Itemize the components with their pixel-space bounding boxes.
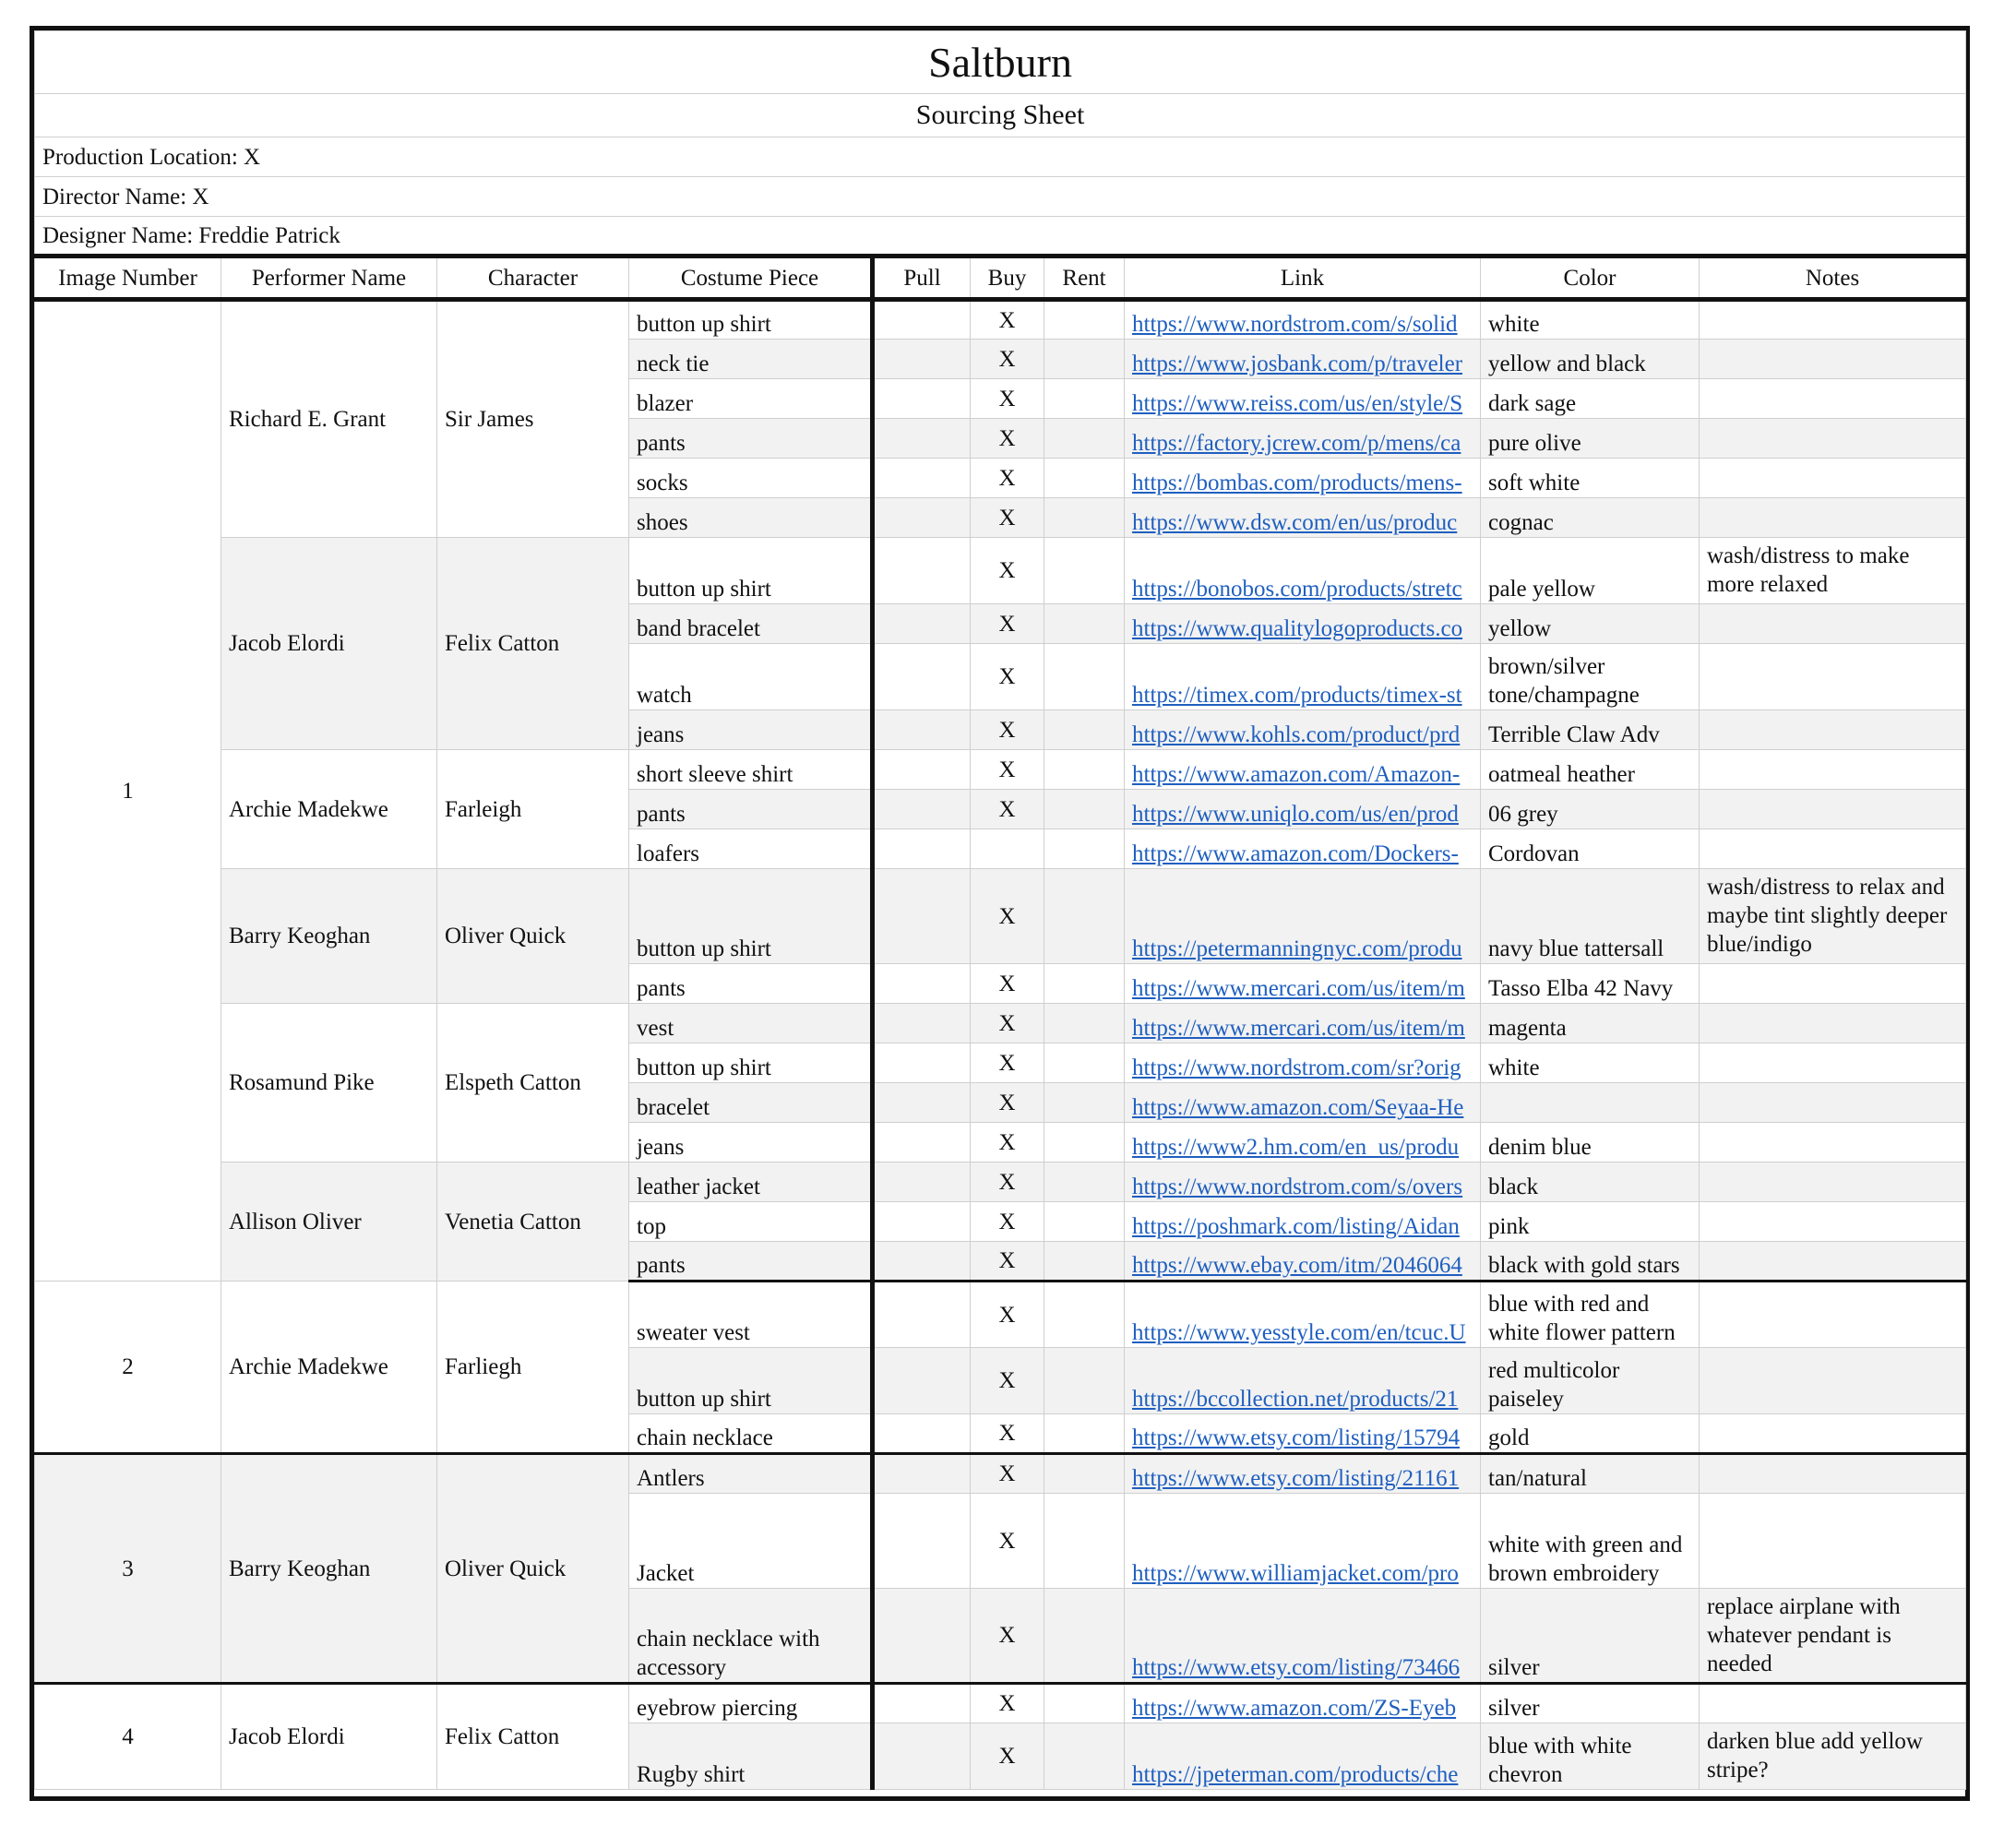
color: denim blue bbox=[1481, 1123, 1700, 1162]
notes bbox=[1700, 750, 1966, 790]
color: yellow and black bbox=[1481, 340, 1700, 379]
color: blue with red and white flower pattern bbox=[1481, 1282, 1700, 1348]
color: silver bbox=[1481, 1684, 1700, 1723]
rent-cell bbox=[1044, 1494, 1125, 1589]
performer-name: Archie Madekwe bbox=[221, 750, 437, 869]
link[interactable]: https://www.etsy.com/listing/21161 bbox=[1125, 1454, 1481, 1494]
color: oatmeal heather bbox=[1481, 750, 1700, 790]
image-number: 1 bbox=[35, 300, 221, 1282]
rent-cell bbox=[1044, 379, 1125, 419]
buy-mark: X bbox=[971, 459, 1044, 498]
pull-cell bbox=[873, 300, 971, 340]
buy-mark: X bbox=[971, 964, 1044, 1004]
costume-piece: chain necklace with accessory bbox=[629, 1589, 873, 1684]
performer-name: Rosamund Pike bbox=[221, 1004, 437, 1162]
buy-mark: X bbox=[971, 710, 1044, 750]
performer-name: Archie Madekwe bbox=[221, 1282, 437, 1454]
notes: replace airplane with whatever pendant is needed bbox=[1700, 1589, 1966, 1684]
costume-piece: vest bbox=[629, 1004, 873, 1043]
pull-cell bbox=[873, 1723, 971, 1790]
character-name: Farleigh bbox=[437, 750, 629, 869]
col-header: Pull bbox=[873, 256, 971, 300]
color bbox=[1481, 1083, 1700, 1123]
rent-cell bbox=[1044, 710, 1125, 750]
costume-piece: jeans bbox=[629, 1123, 873, 1162]
pull-cell bbox=[873, 869, 971, 964]
costume-piece: pants bbox=[629, 1242, 873, 1282]
notes bbox=[1700, 1202, 1966, 1242]
pull-cell bbox=[873, 1414, 971, 1454]
link[interactable]: https://poshmark.com/listing/Aidan bbox=[1125, 1202, 1481, 1242]
col-header: Notes bbox=[1700, 256, 1966, 300]
rent-cell bbox=[1044, 1589, 1125, 1684]
pull-cell bbox=[873, 1083, 971, 1123]
color: Terrible Claw Adv bbox=[1481, 710, 1700, 750]
rent-cell bbox=[1044, 1043, 1125, 1083]
pull-cell bbox=[873, 1043, 971, 1083]
rent-cell bbox=[1044, 964, 1125, 1004]
color: pure olive bbox=[1481, 419, 1700, 459]
buy-mark: X bbox=[971, 419, 1044, 459]
performer-name: Jacob Elordi bbox=[221, 538, 437, 750]
col-header: Costume Piece bbox=[629, 256, 873, 300]
costume-piece: socks bbox=[629, 459, 873, 498]
performer-name: Barry Keoghan bbox=[221, 869, 437, 1004]
notes bbox=[1700, 1282, 1966, 1348]
costume-piece: Rugby shirt bbox=[629, 1723, 873, 1790]
table-row bbox=[35, 1162, 1966, 1202]
buy-mark: X bbox=[971, 1043, 1044, 1083]
rent-cell bbox=[1044, 829, 1125, 869]
notes bbox=[1700, 419, 1966, 459]
costume-piece: leather jacket bbox=[629, 1162, 873, 1202]
link[interactable]: https://timex.com/products/timex-st bbox=[1125, 644, 1481, 710]
table-row bbox=[35, 750, 1966, 790]
buy-mark: X bbox=[971, 1202, 1044, 1242]
link[interactable]: https://www.nordstrom.com/s/solid bbox=[1125, 300, 1481, 340]
color: dark sage bbox=[1481, 379, 1700, 419]
buy-mark: X bbox=[971, 1494, 1044, 1589]
pull-cell bbox=[873, 1348, 971, 1414]
color: tan/natural bbox=[1481, 1454, 1700, 1494]
color: black with gold stars bbox=[1481, 1242, 1700, 1282]
performer-name: Jacob Elordi bbox=[221, 1684, 437, 1790]
color: Cordovan bbox=[1481, 829, 1700, 869]
costume-piece: short sleeve shirt bbox=[629, 750, 873, 790]
color: yellow bbox=[1481, 604, 1700, 644]
link[interactable]: https://www.mercari.com/us/item/m bbox=[1125, 964, 1481, 1004]
rent-cell bbox=[1044, 1202, 1125, 1242]
color: gold bbox=[1481, 1414, 1700, 1454]
character-name: Venetia Catton bbox=[437, 1162, 629, 1282]
sheet-title: Saltburn bbox=[35, 31, 1966, 94]
notes bbox=[1700, 644, 1966, 710]
costume-piece: chain necklace bbox=[629, 1414, 873, 1454]
costume-piece: button up shirt bbox=[629, 1043, 873, 1083]
notes bbox=[1700, 340, 1966, 379]
pull-cell bbox=[873, 1162, 971, 1202]
notes bbox=[1700, 1494, 1966, 1589]
notes bbox=[1700, 1043, 1966, 1083]
pull-cell bbox=[873, 829, 971, 869]
character-name: Oliver Quick bbox=[437, 869, 629, 1004]
link[interactable]: https://factory.jcrew.com/p/mens/ca bbox=[1125, 419, 1481, 459]
link[interactable]: https://www.yesstyle.com/en/tcuc.U bbox=[1125, 1282, 1481, 1348]
costume-piece: Jacket bbox=[629, 1494, 873, 1589]
pull-cell bbox=[873, 498, 971, 538]
sourcing-sheet bbox=[30, 26, 1970, 1801]
link[interactable]: https://www.reiss.com/us/en/style/S bbox=[1125, 379, 1481, 419]
color: navy blue tattersall bbox=[1481, 869, 1700, 964]
pull-cell bbox=[873, 1242, 971, 1282]
col-header: Link bbox=[1125, 256, 1481, 300]
pull-cell bbox=[873, 644, 971, 710]
costume-piece: blazer bbox=[629, 379, 873, 419]
rent-cell bbox=[1044, 419, 1125, 459]
costume-piece: shoes bbox=[629, 498, 873, 538]
color: silver bbox=[1481, 1589, 1700, 1684]
table-row bbox=[35, 300, 1966, 340]
link[interactable]: https://www.mercari.com/us/item/m bbox=[1125, 1004, 1481, 1043]
link[interactable]: https://www.amazon.com/Amazon- bbox=[1125, 750, 1481, 790]
costume-piece: watch bbox=[629, 644, 873, 710]
link[interactable]: https://www.josbank.com/p/traveler bbox=[1125, 340, 1481, 379]
notes bbox=[1700, 604, 1966, 644]
link[interactable]: https://www.amazon.com/Seyaa-He bbox=[1125, 1083, 1481, 1123]
rent-cell bbox=[1044, 790, 1125, 829]
link[interactable]: https://www.kohls.com/product/prd bbox=[1125, 710, 1481, 750]
costume-piece: eyebrow piercing bbox=[629, 1684, 873, 1723]
buy-mark: X bbox=[971, 1242, 1044, 1282]
buy-mark: X bbox=[971, 750, 1044, 790]
link[interactable]: https://www.nordstrom.com/sr?orig bbox=[1125, 1043, 1481, 1083]
notes bbox=[1700, 964, 1966, 1004]
color: magenta bbox=[1481, 1004, 1700, 1043]
pull-cell bbox=[873, 964, 971, 1004]
link[interactable]: https://bonobos.com/products/stretc bbox=[1125, 538, 1481, 604]
buy-mark: X bbox=[971, 379, 1044, 419]
col-header: Rent bbox=[1044, 256, 1125, 300]
buy-mark: X bbox=[971, 1723, 1044, 1790]
notes bbox=[1700, 459, 1966, 498]
production-location: Production Location: X bbox=[35, 137, 1966, 177]
buy-mark: X bbox=[971, 869, 1044, 964]
color: 06 grey bbox=[1481, 790, 1700, 829]
buy-mark: X bbox=[971, 300, 1044, 340]
pull-cell bbox=[873, 1282, 971, 1348]
table-row bbox=[35, 1004, 1966, 1043]
notes bbox=[1700, 1348, 1966, 1414]
buy-mark bbox=[971, 829, 1044, 869]
pull-cell bbox=[873, 1454, 971, 1494]
color: pink bbox=[1481, 1202, 1700, 1242]
color: soft white bbox=[1481, 459, 1700, 498]
notes bbox=[1700, 710, 1966, 750]
link[interactable]: https://www.etsy.com/listing/73466 bbox=[1125, 1589, 1481, 1684]
buy-mark: X bbox=[971, 1684, 1044, 1723]
notes bbox=[1700, 1684, 1966, 1723]
link[interactable]: https://www.ebay.com/itm/2046064 bbox=[1125, 1242, 1481, 1282]
image-number: 3 bbox=[35, 1454, 221, 1684]
color: white bbox=[1481, 300, 1700, 340]
buy-mark: X bbox=[971, 340, 1044, 379]
link[interactable]: https://jpeterman.com/products/che bbox=[1125, 1723, 1481, 1790]
rent-cell bbox=[1044, 459, 1125, 498]
rent-cell bbox=[1044, 1348, 1125, 1414]
pull-cell bbox=[873, 1202, 971, 1242]
rent-cell bbox=[1044, 1684, 1125, 1723]
costume-piece: top bbox=[629, 1202, 873, 1242]
color: white with green and brown embroidery bbox=[1481, 1494, 1700, 1589]
rent-cell bbox=[1044, 644, 1125, 710]
notes bbox=[1700, 1414, 1966, 1454]
pull-cell bbox=[873, 1494, 971, 1589]
character-name: Sir James bbox=[437, 300, 629, 538]
buy-mark: X bbox=[971, 790, 1044, 829]
rent-cell bbox=[1044, 869, 1125, 964]
table-row bbox=[35, 1454, 1966, 1494]
buy-mark: X bbox=[971, 1348, 1044, 1414]
costume-piece: pants bbox=[629, 419, 873, 459]
image-number: 4 bbox=[35, 1684, 221, 1790]
costume-piece: neck tie bbox=[629, 340, 873, 379]
color: brown/silver tone/champagne bbox=[1481, 644, 1700, 710]
costume-piece: pants bbox=[629, 964, 873, 1004]
costume-piece: Antlers bbox=[629, 1454, 873, 1494]
notes bbox=[1700, 1083, 1966, 1123]
link[interactable]: https://www.dsw.com/en/us/produc bbox=[1125, 498, 1481, 538]
notes: wash/distress to make more relaxed bbox=[1700, 538, 1966, 604]
link[interactable]: https://www.amazon.com/Dockers- bbox=[1125, 829, 1481, 869]
link[interactable]: https://www.amazon.com/ZS-Eyeb bbox=[1125, 1684, 1481, 1723]
col-header: Buy bbox=[971, 256, 1044, 300]
color: white bbox=[1481, 1043, 1700, 1083]
pull-cell bbox=[873, 419, 971, 459]
costume-piece: band bracelet bbox=[629, 604, 873, 644]
buy-mark: X bbox=[971, 604, 1044, 644]
rent-cell bbox=[1044, 1282, 1125, 1348]
buy-mark: X bbox=[971, 1414, 1044, 1454]
rent-cell bbox=[1044, 750, 1125, 790]
pull-cell bbox=[873, 459, 971, 498]
notes bbox=[1700, 379, 1966, 419]
link[interactable]: https://bccollection.net/products/21 bbox=[1125, 1348, 1481, 1414]
character-name: Elspeth Catton bbox=[437, 1004, 629, 1162]
character-name: Felix Catton bbox=[437, 538, 629, 750]
table-row bbox=[35, 869, 1966, 964]
buy-mark: X bbox=[971, 644, 1044, 710]
table-row bbox=[35, 538, 1966, 604]
link[interactable]: https://www2.hm.com/en_us/produ bbox=[1125, 1123, 1481, 1162]
director-name: Director Name: X bbox=[35, 177, 1966, 217]
link[interactable]: https://www.qualitylogoproducts.co bbox=[1125, 604, 1481, 644]
notes bbox=[1700, 1004, 1966, 1043]
buy-mark: X bbox=[971, 1083, 1044, 1123]
costume-piece: button up shirt bbox=[629, 300, 873, 340]
pull-cell bbox=[873, 750, 971, 790]
pull-cell bbox=[873, 1684, 971, 1723]
pull-cell bbox=[873, 379, 971, 419]
buy-mark: X bbox=[971, 1282, 1044, 1348]
notes: wash/distress to relax and maybe tint slightly deeper blue/indigo bbox=[1700, 869, 1966, 964]
costume-piece: button up shirt bbox=[629, 538, 873, 604]
buy-mark: X bbox=[971, 1004, 1044, 1043]
rent-cell bbox=[1044, 1004, 1125, 1043]
sourcing-table bbox=[34, 30, 1966, 1790]
buy-mark: X bbox=[971, 1454, 1044, 1494]
notes bbox=[1700, 790, 1966, 829]
pull-cell bbox=[873, 1589, 971, 1684]
costume-piece: button up shirt bbox=[629, 1348, 873, 1414]
rent-cell bbox=[1044, 300, 1125, 340]
pull-cell bbox=[873, 340, 971, 379]
color: red multicolor paiseley bbox=[1481, 1348, 1700, 1414]
buy-mark: X bbox=[971, 1123, 1044, 1162]
color: pale yellow bbox=[1481, 538, 1700, 604]
link[interactable]: https://www.uniqlo.com/us/en/prod bbox=[1125, 790, 1481, 829]
col-header: Image Number bbox=[35, 256, 221, 300]
buy-mark: X bbox=[971, 498, 1044, 538]
col-header: Performer Name bbox=[221, 256, 437, 300]
costume-piece: pants bbox=[629, 790, 873, 829]
character-name: Oliver Quick bbox=[437, 1454, 629, 1684]
pull-cell bbox=[873, 790, 971, 829]
notes: darken blue add yellow stripe? bbox=[1700, 1723, 1966, 1790]
color: black bbox=[1481, 1162, 1700, 1202]
pull-cell bbox=[873, 1123, 971, 1162]
link[interactable]: https://www.nordstrom.com/s/overs bbox=[1125, 1162, 1481, 1202]
rent-cell bbox=[1044, 1083, 1125, 1123]
rent-cell bbox=[1044, 604, 1125, 644]
col-header: Character bbox=[437, 256, 629, 300]
color: blue with white chevron bbox=[1481, 1723, 1700, 1790]
rent-cell bbox=[1044, 340, 1125, 379]
link[interactable]: https://www.williamjacket.com/pro bbox=[1125, 1494, 1481, 1589]
color: cognac bbox=[1481, 498, 1700, 538]
rent-cell bbox=[1044, 1162, 1125, 1202]
pull-cell bbox=[873, 1004, 971, 1043]
link[interactable]: https://bombas.com/products/mens- bbox=[1125, 459, 1481, 498]
notes bbox=[1700, 1162, 1966, 1202]
notes bbox=[1700, 1123, 1966, 1162]
pull-cell bbox=[873, 710, 971, 750]
notes bbox=[1700, 829, 1966, 869]
rent-cell bbox=[1044, 1123, 1125, 1162]
rent-cell bbox=[1044, 538, 1125, 604]
performer-name: Allison Oliver bbox=[221, 1162, 437, 1282]
link[interactable]: https://petermanningnyc.com/produ bbox=[1125, 869, 1481, 964]
col-header: Color bbox=[1481, 256, 1700, 300]
character-name: Farliegh bbox=[437, 1282, 629, 1454]
costume-piece: button up shirt bbox=[629, 869, 873, 964]
notes bbox=[1700, 1454, 1966, 1494]
pull-cell bbox=[873, 604, 971, 644]
costume-piece: sweater vest bbox=[629, 1282, 873, 1348]
costume-piece: loafers bbox=[629, 829, 873, 869]
buy-mark: X bbox=[971, 538, 1044, 604]
notes bbox=[1700, 498, 1966, 538]
costume-piece: bracelet bbox=[629, 1083, 873, 1123]
character-name: Felix Catton bbox=[437, 1684, 629, 1790]
sheet-subtitle: Sourcing Sheet bbox=[35, 94, 1966, 137]
column-header-row bbox=[35, 256, 1966, 300]
costume-piece: jeans bbox=[629, 710, 873, 750]
performer-name: Barry Keoghan bbox=[221, 1454, 437, 1684]
rent-cell bbox=[1044, 1242, 1125, 1282]
rent-cell bbox=[1044, 1414, 1125, 1454]
buy-mark: X bbox=[971, 1162, 1044, 1202]
pull-cell bbox=[873, 538, 971, 604]
notes bbox=[1700, 1242, 1966, 1282]
link[interactable]: https://www.etsy.com/listing/15794 bbox=[1125, 1414, 1481, 1454]
performer-name: Richard E. Grant bbox=[221, 300, 437, 538]
rent-cell bbox=[1044, 1723, 1125, 1790]
buy-mark: X bbox=[971, 1589, 1044, 1684]
rent-cell bbox=[1044, 1454, 1125, 1494]
rent-cell bbox=[1044, 498, 1125, 538]
table-row bbox=[35, 1282, 1966, 1348]
designer-name: Designer Name: Freddie Patrick bbox=[35, 217, 1966, 256]
table-row bbox=[35, 1684, 1966, 1723]
color: Tasso Elba 42 Navy bbox=[1481, 964, 1700, 1004]
notes bbox=[1700, 300, 1966, 340]
image-number: 2 bbox=[35, 1282, 221, 1454]
